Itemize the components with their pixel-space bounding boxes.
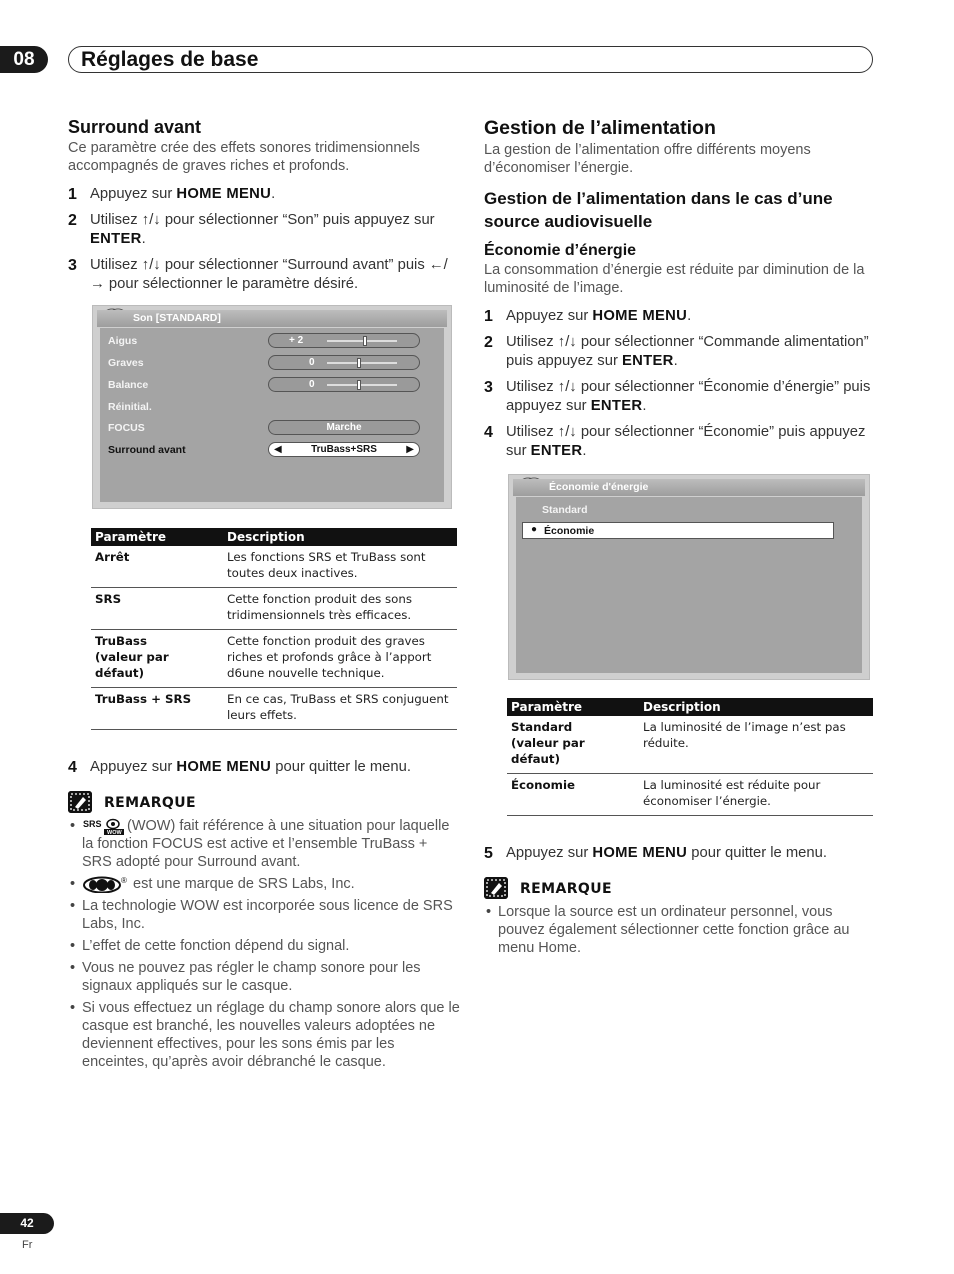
- step-text: Appuyez sur: [90, 186, 177, 202]
- table-header: Description: [639, 698, 873, 716]
- param-table-surround: [91, 528, 457, 730]
- right-column: [484, 116, 876, 961]
- key-label: HOME MENU: [176, 758, 272, 775]
- step-3: [68, 256, 460, 295]
- key-label: ENTER: [621, 353, 674, 369]
- step-number: 1: [68, 186, 77, 203]
- osd-body: [516, 497, 862, 673]
- step-4: [484, 423, 876, 462]
- slider-knob[interactable]: [363, 336, 367, 346]
- key-label: HOME MENU: [592, 308, 688, 324]
- page-number: 42: [0, 1213, 54, 1234]
- step-text: Utilisez ↑/↓ pour sélectionner “Son” puis appuyez sur: [90, 211, 435, 228]
- subsubsection-intro: La consommation d’énergie est réduite par diminution de la luminosité de l’image.: [484, 262, 865, 296]
- srs-circle-logo: [82, 875, 130, 893]
- table-row: [91, 629, 457, 687]
- osd-son-menu: [92, 305, 452, 509]
- osd-energy-menu: [508, 474, 870, 680]
- subsection-title: Gestion de l’alimentation dans le cas d’une source audiovisuelle: [484, 189, 833, 231]
- chapter-title: Réglages de base: [81, 48, 259, 71]
- list-item: [68, 875, 460, 893]
- table-cell-desc: La luminosité est réduite pour économiser l’énergie.: [639, 773, 873, 815]
- key-label: HOME MENU: [592, 844, 688, 861]
- osd-value: 0: [309, 378, 315, 390]
- step-number: 4: [484, 423, 493, 441]
- arrow-left-icon[interactable]: ◀: [274, 443, 282, 455]
- slider-track: [327, 362, 397, 364]
- key-label: ENTER: [530, 443, 583, 459]
- param-table-energy: [507, 698, 873, 816]
- remark-list: [68, 817, 460, 1071]
- wow-logo-text: WOW: [107, 829, 122, 835]
- list-item: • La technologie WOW est incorporée sous licence de SRS Labs, Inc.: [68, 897, 460, 933]
- osd-body: [100, 328, 444, 502]
- chapter-title-bar: [68, 46, 873, 73]
- step-text: .: [642, 398, 647, 414]
- osd-slider-aigus[interactable]: [268, 333, 420, 348]
- osd-value: TruBass+SRS: [311, 443, 377, 455]
- step-text: Utilisez ↑/↓ pour sélectionner “Économie d’énergie” puis appuyez sur: [506, 378, 871, 414]
- osd-option-standard[interactable]: Standard: [542, 503, 588, 516]
- step-text: Utilisez ↑/↓ pour sélectionner “Surround avant” puis ←/→ pour sélectionner le paramètre désiré.: [90, 256, 448, 292]
- table-header: Description: [223, 528, 457, 546]
- slider-track: [327, 384, 397, 386]
- step-text: .: [673, 353, 678, 369]
- left-column: [68, 116, 460, 1075]
- step-text: Utilisez ↑/↓ pour sélectionner “Commande alimentation” puis appuyez sur: [506, 333, 869, 369]
- step-text: .: [687, 308, 692, 324]
- table-cell-param: [507, 716, 639, 774]
- osd-row-label[interactable]: Réinitial.: [108, 400, 152, 413]
- list-item: • L’effet de cette fonction dépend du signal.: [68, 937, 460, 955]
- table-cell-desc: Les fonctions SRS et TruBass sont toutes deux inactives.: [223, 546, 457, 588]
- table-cell-param: TruBass + SRS: [91, 687, 223, 729]
- osd-focus-value[interactable]: Marche: [268, 420, 420, 435]
- table-cell-param: Arrêt: [91, 546, 223, 588]
- table-row: [507, 773, 873, 815]
- param-name: TruBass: [95, 633, 147, 648]
- step-1: [68, 185, 460, 205]
- pencil-note-icon: [484, 877, 508, 899]
- trademark-symbol: • ®: [121, 876, 127, 886]
- table-cell-param: Économie: [507, 773, 639, 815]
- slider-knob[interactable]: [357, 380, 361, 390]
- osd-surround-value[interactable]: [268, 442, 420, 457]
- step-number: 2: [68, 211, 77, 229]
- step-text: Appuyez sur: [506, 308, 593, 324]
- pencil-note-icon: [68, 791, 92, 813]
- list-item: • Lorsque la source est un ordinateur personnel, vous pouvez également sélectionner cette fonction grâce au menu Home.: [484, 903, 876, 957]
- table-row: [91, 687, 457, 729]
- key-label: ENTER: [590, 398, 643, 414]
- srs-logo-text: • SRS: [83, 818, 102, 829]
- osd-title: Son [STANDARD]: [97, 310, 447, 327]
- key-label: ENTER: [90, 231, 142, 247]
- param-default: (valeur par défaut): [95, 649, 169, 680]
- osd-row-label: Balance: [108, 378, 149, 391]
- step-text: .: [141, 231, 146, 247]
- osd-slider-graves[interactable]: [268, 355, 420, 370]
- table-row: [91, 546, 457, 588]
- osd-option-economie[interactable]: [522, 522, 834, 539]
- chapter-number: 08: [0, 46, 48, 73]
- step-number: 3: [484, 378, 493, 396]
- osd-option-label: Économie: [544, 524, 595, 537]
- step-text: Appuyez sur: [90, 758, 177, 775]
- osd-row-label: Graves: [108, 356, 144, 369]
- list-item: • Si vous effectuez un réglage du champ sonore alors que le casque est branché, les nouvelles valeurs adoptées ne deviennent effectives, pour les sons émis par les enceintes, qu’après avoir débranché le casque.: [68, 999, 460, 1071]
- step-number: 2: [484, 333, 493, 351]
- osd-title: Économie d'énergie: [513, 479, 865, 496]
- table-cell-desc: En ce cas, TruBass et SRS conjuguent leurs effets.: [223, 687, 457, 729]
- osd-row-label: FOCUS: [108, 421, 145, 434]
- remark-heading: [68, 791, 460, 815]
- table-cell-param: SRS: [91, 587, 223, 629]
- table-row: [507, 716, 873, 774]
- step-4: [68, 758, 460, 778]
- arrow-right-icon[interactable]: ▶: [406, 443, 414, 455]
- note-text: est une marque de SRS Labs, Inc.: [133, 876, 355, 892]
- step-text: pour quitter le menu.: [271, 758, 411, 775]
- section-title-power: Gestion de l’alimentation: [484, 117, 716, 139]
- step-number: 1: [484, 308, 493, 325]
- osd-row-label: Surround avant: [108, 443, 186, 456]
- step-3: [484, 378, 876, 417]
- step-text: .: [582, 443, 587, 459]
- table-cell-param: [91, 629, 223, 687]
- step-2: [68, 211, 460, 250]
- osd-value: + 2: [289, 334, 304, 346]
- param-name: Standard: [511, 719, 573, 734]
- step-number: 3: [68, 256, 77, 274]
- remark-list: [484, 903, 876, 957]
- remark-heading: [484, 877, 876, 901]
- srs-wow-logo: [82, 818, 124, 835]
- step-text: pour quitter le menu.: [687, 844, 827, 861]
- step-text: Utilisez ↑/↓ pour sélectionner “Économie” puis appuyez sur: [506, 423, 866, 459]
- table-header: Paramètre: [91, 528, 223, 546]
- slider-track: [327, 340, 397, 342]
- section-intro-surround: Ce paramètre crée des effets sonores tridimensionnels accompagnés de graves riches et profonds.: [68, 140, 420, 174]
- key-label: HOME MENU: [176, 186, 272, 202]
- slider-knob[interactable]: [357, 358, 361, 368]
- table-cell-desc: Cette fonction produit des sons tridimensionnels très efficaces.: [223, 587, 457, 629]
- step-5: [484, 844, 876, 864]
- step-1: [484, 307, 876, 327]
- list-item: [68, 817, 460, 871]
- section-intro-power: La gestion de l’alimentation offre différents moyens d’économiser l’énergie.: [484, 142, 811, 176]
- table-row: [91, 587, 457, 629]
- step-number: 4: [68, 758, 77, 776]
- list-item: • Vous ne pouvez pas régler le champ sonore pour les signaux appliqués sur le casque.: [68, 959, 460, 995]
- table-header: Paramètre: [507, 698, 639, 716]
- osd-row-label: Aigus: [108, 334, 138, 347]
- section-title-surround: Surround avant: [68, 117, 202, 137]
- note-text: (WOW) fait référence à une situation pour laquelle la fonction FOCUS est active et l’ensemble TruBass + SRS adopté pour Surround avant.: [82, 818, 450, 870]
- remark-title: REMARQUE: [104, 795, 196, 811]
- step-text: Appuyez sur: [506, 844, 593, 861]
- language-code: Fr: [22, 1239, 33, 1251]
- table-cell-desc: La luminosité de l’image n’est pas réduite.: [639, 716, 873, 774]
- step-text: .: [271, 186, 276, 202]
- selected-dot-icon: ●: [531, 523, 538, 535]
- osd-slider-balance[interactable]: [268, 377, 420, 392]
- subsubsection-title: Économie d’énergie: [484, 242, 637, 259]
- step-2: [484, 333, 876, 372]
- table-cell-desc: Cette fonction produit des graves riches et profonds grâce à l’apport d6une nouvelle technique.: [223, 629, 457, 687]
- osd-value: 0: [309, 356, 315, 368]
- step-number: 5: [484, 844, 493, 862]
- param-default: (valeur par défaut): [511, 735, 585, 766]
- remark-title: REMARQUE: [520, 881, 612, 897]
